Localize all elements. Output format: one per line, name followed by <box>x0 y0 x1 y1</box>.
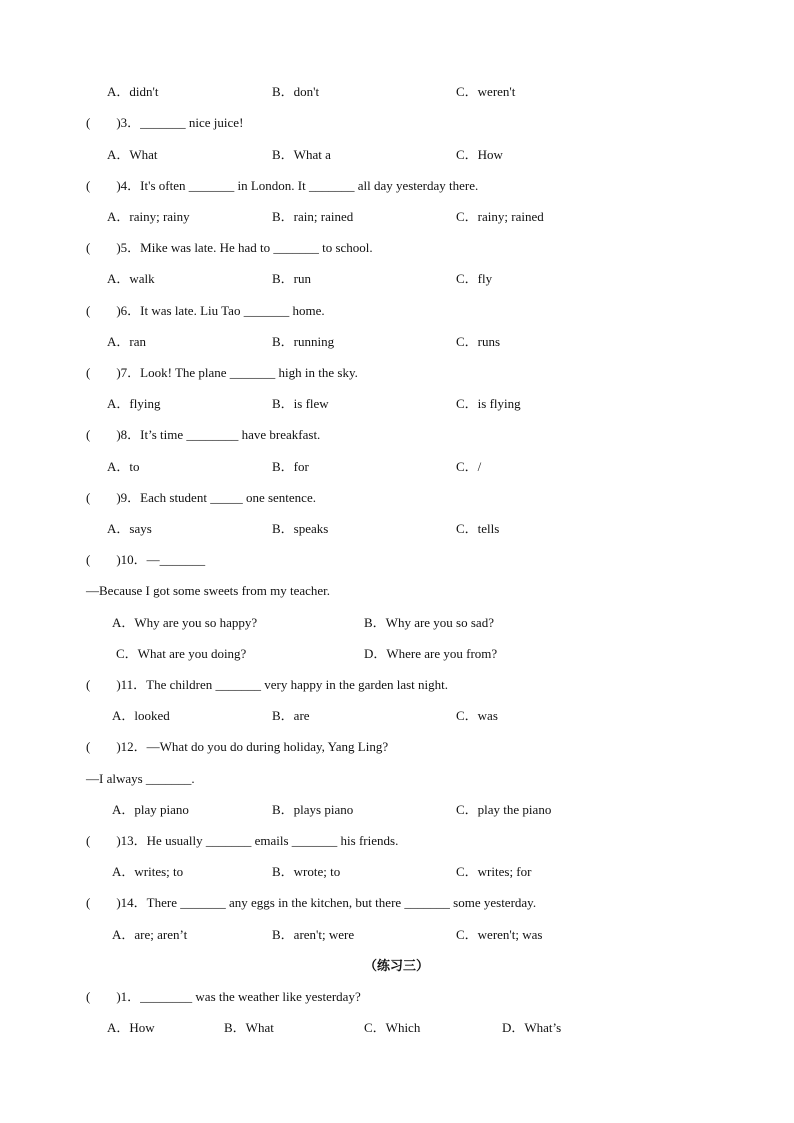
option-c: C．weren't; was <box>456 927 543 942</box>
question-7: ( )7．Look! The plane _______ high in the sky. <box>86 365 358 380</box>
option-a: A．walk <box>107 271 155 286</box>
option-a: A．are; aren’t <box>112 927 188 942</box>
question-5: ( )5．Mike was late. He had to _______ to school. <box>86 240 373 255</box>
option-a: A．writes; to <box>112 864 184 879</box>
option-c: C．writes; for <box>456 864 532 879</box>
question-11: ( )11．The children _______ very happy in the garden last night. <box>86 677 448 692</box>
question-8: ( )8．It’s time ________ have breakfast. <box>86 427 321 442</box>
option-c: C．play the piano <box>456 802 552 817</box>
question-6: ( )6．It was late. Liu Tao _______ home. <box>86 303 325 318</box>
option-b: B．wrote; to <box>272 864 341 879</box>
option-c: C．runs <box>456 334 501 349</box>
option-b: B．run <box>272 271 312 286</box>
question-14: ( )14．There _______ any eggs in the kitchen, but there _______ some yesterday. <box>86 895 537 910</box>
option-b: B．What <box>224 1020 274 1035</box>
option-a: A．play piano <box>112 802 189 817</box>
option-b: B．is flew <box>272 396 329 411</box>
question-12: ( )12．—What do you do during holiday, Yang Ling? <box>86 739 389 754</box>
option-b: B．speaks <box>272 521 329 536</box>
option-c: C．is flying <box>456 396 521 411</box>
option-b: B．running <box>272 334 335 349</box>
option-b: B．plays piano <box>272 802 354 817</box>
question-10: ( )10．—_______ <box>86 552 206 567</box>
option-a: A．How <box>107 1020 155 1035</box>
question-3: ( )3．_______ nice juice! <box>86 115 244 130</box>
option-d: D．What’s <box>502 1020 562 1035</box>
option-b: B．rain; rained <box>272 209 354 224</box>
option-a: A．flying <box>107 396 161 411</box>
option-a: A．ran <box>107 334 146 349</box>
question-13: ( )13．He usually _______ emails _______ his friends. <box>86 833 399 848</box>
option-b: B．are <box>272 708 310 723</box>
option-a: A．looked <box>112 708 170 723</box>
option-a: A．What <box>107 147 158 162</box>
option-b: B．don't <box>272 84 320 99</box>
option-c: C．How <box>456 147 503 162</box>
section-title: （练习三） <box>364 958 430 973</box>
option-c: C．/ <box>456 459 482 474</box>
option-c: C．What are you doing? <box>116 646 247 661</box>
option-c: C．fly <box>456 271 493 286</box>
option-c: C．rainy; rained <box>456 209 544 224</box>
question-4: ( )4．It's often _______ in London. It _______ all day yesterday there. <box>86 178 479 193</box>
option-d: D．Where are you from? <box>364 646 498 661</box>
question-1: ( )1．________ was the weather like yesterday? <box>86 989 361 1004</box>
option-a: A．says <box>107 521 152 536</box>
option-c: C．weren't <box>456 84 516 99</box>
option-a: A．didn't <box>107 84 159 99</box>
option-c: C．was <box>456 708 498 723</box>
option-b: B．aren't; were <box>272 927 355 942</box>
option-a: A．rainy; rainy <box>107 209 190 224</box>
option-b: B．What a <box>272 147 331 162</box>
option-a: A．Why are you so happy? <box>112 615 258 630</box>
option-c: C．Which <box>364 1020 421 1035</box>
option-c: C．tells <box>456 521 500 536</box>
option-a: A．to <box>107 459 140 474</box>
option-b: B．Why are you so sad? <box>364 615 494 630</box>
dialog-line: —Because I got some sweets from my teacher. <box>86 583 331 598</box>
option-b: B．for <box>272 459 309 474</box>
dialog-line: —I always _______. <box>86 771 195 786</box>
question-9: ( )9．Each student _____ one sentence. <box>86 490 316 505</box>
